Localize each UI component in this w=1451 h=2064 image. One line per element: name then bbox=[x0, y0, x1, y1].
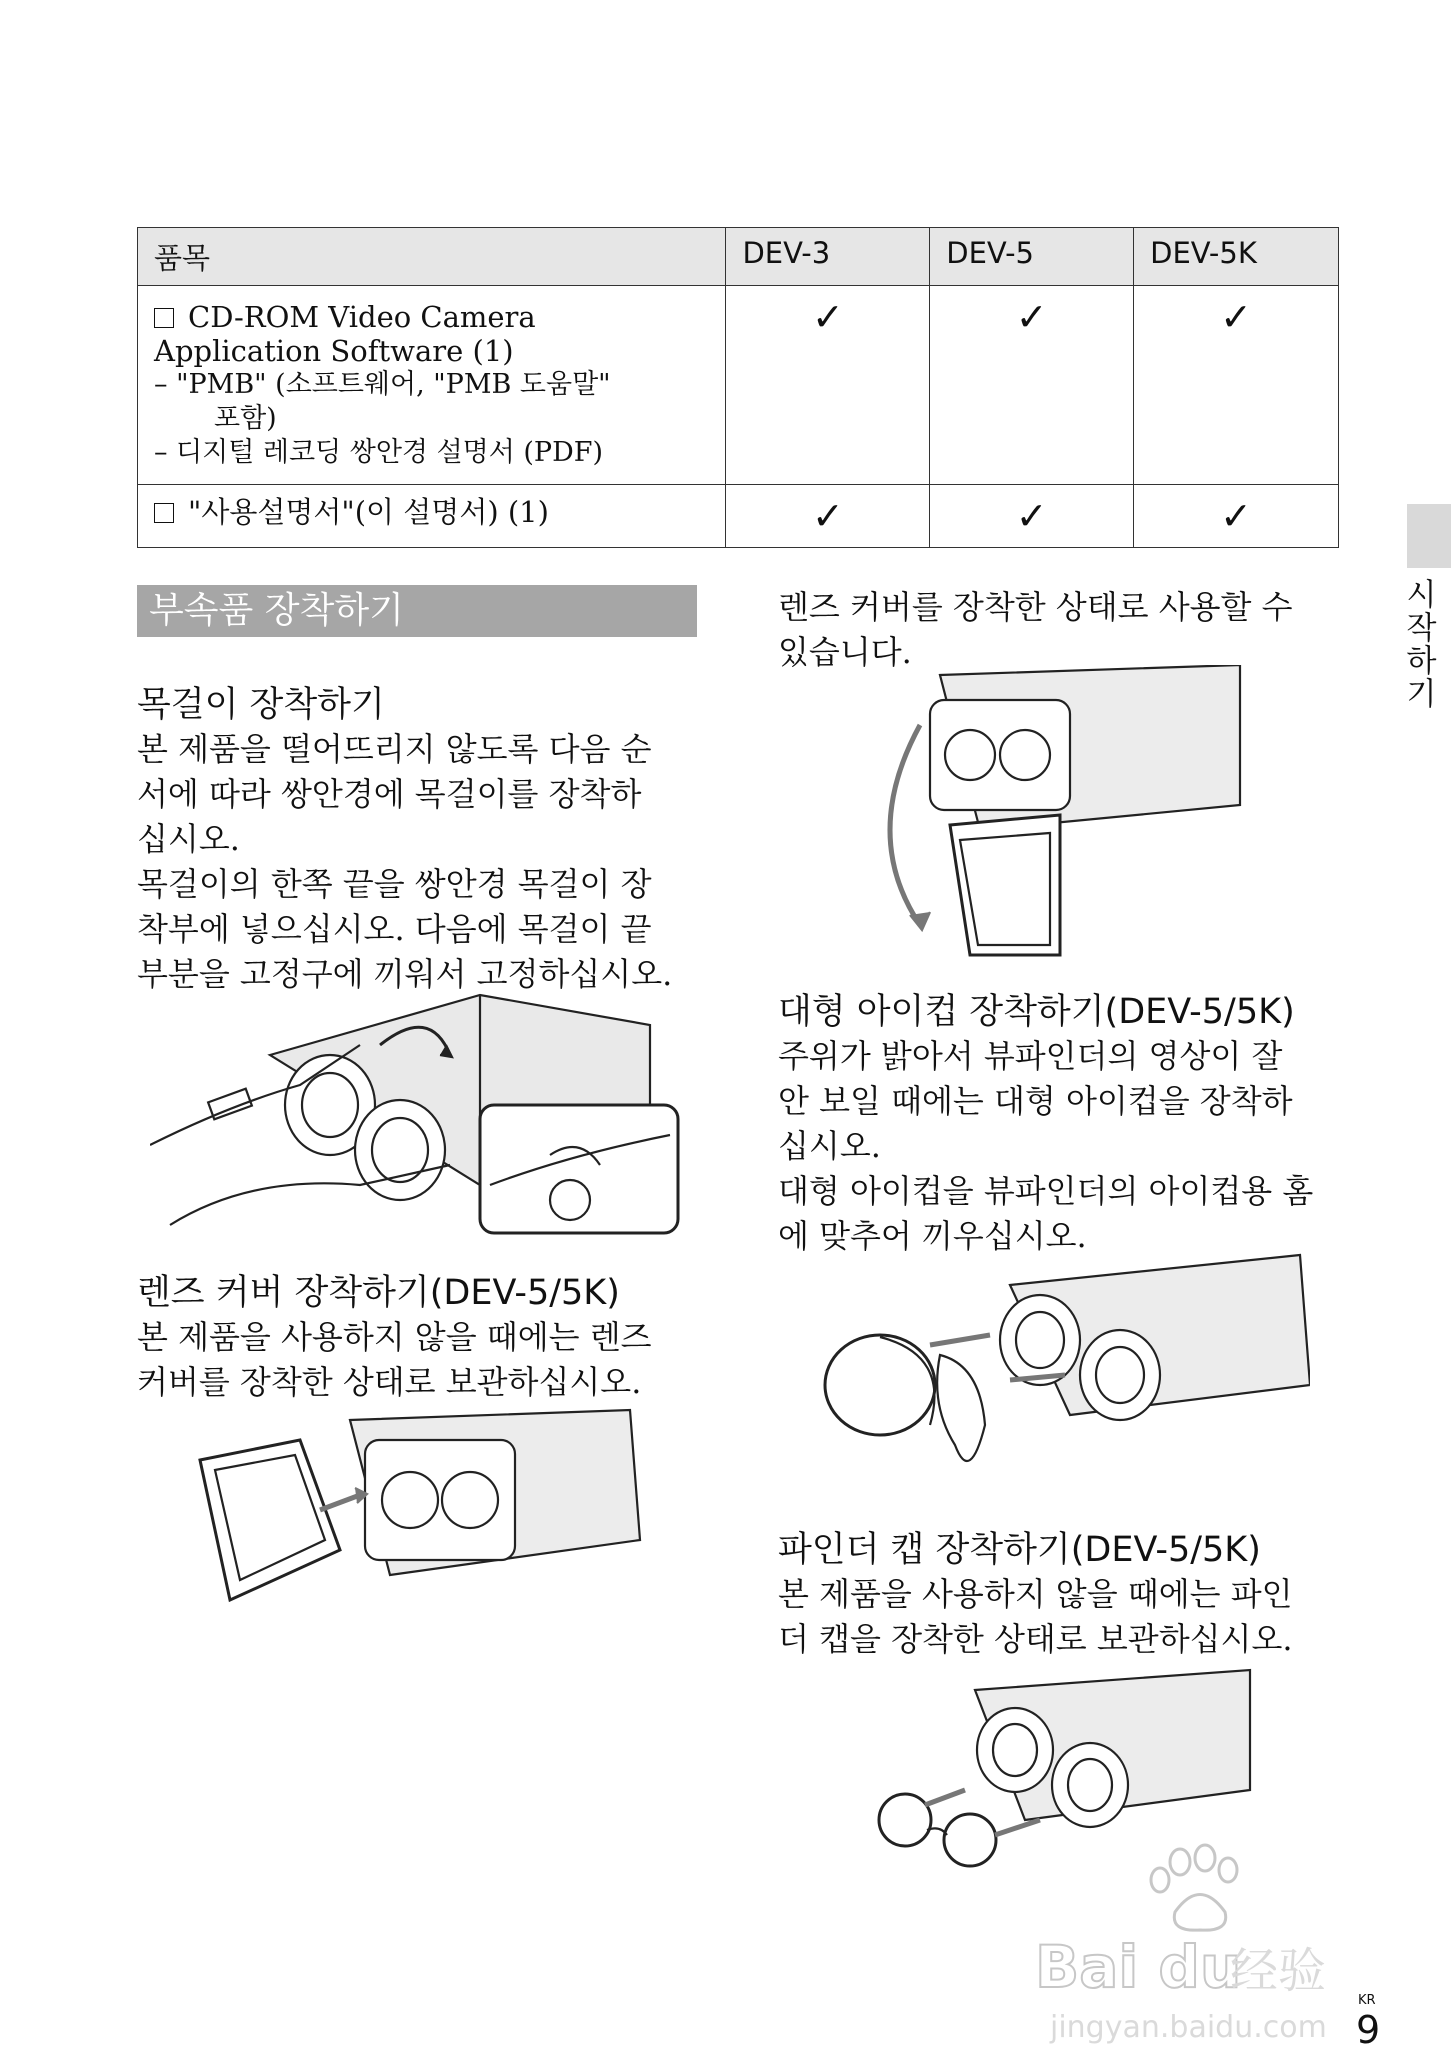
text-line: 목걸이의 한쪽 끝을 쌍안경 목걸이 장 bbox=[137, 865, 652, 903]
finder-cap-illustration bbox=[865, 1660, 1255, 1870]
item-name-cont: Application Software (1) bbox=[154, 334, 514, 368]
check-mark-icon: ✓ bbox=[930, 286, 1134, 485]
included-items-table bbox=[137, 227, 1339, 548]
check-mark-icon: ✓ bbox=[930, 485, 1134, 548]
text-line: 십시오. bbox=[137, 820, 240, 858]
checkbox-square-icon bbox=[154, 503, 174, 523]
text-line: 커버를 장착한 상태로 보관하십시오. bbox=[137, 1363, 642, 1401]
table-header-row bbox=[138, 228, 1339, 286]
check-mark-icon: ✓ bbox=[1134, 485, 1339, 548]
table-header-dev3: DEV-3 bbox=[726, 228, 930, 286]
table-cell-item bbox=[138, 286, 726, 485]
table-row bbox=[138, 485, 1339, 548]
text-line: 본 제품을 사용하지 않을 때에는 파인 bbox=[778, 1575, 1293, 1613]
strap-heading: 목걸이 장착하기 bbox=[137, 685, 385, 725]
text-line: 부분을 고정구에 끼워서 고정하십시오. bbox=[137, 955, 673, 993]
watermark-url: jingyan.baidu.com bbox=[1050, 2010, 1327, 2045]
lens-cover-instructions bbox=[137, 1315, 652, 1405]
item-subentry: – 디지털 레코딩 쌍안경 설명서 (PDF) bbox=[154, 437, 604, 468]
chapter-tab-marker bbox=[1407, 504, 1451, 568]
lens-cover-open-illustration bbox=[860, 665, 1250, 965]
table-header-item: 품목 bbox=[138, 228, 726, 286]
watermark-service: 经验 bbox=[1230, 1943, 1327, 1999]
text-line: 십시오. bbox=[778, 1127, 881, 1165]
text-line: 착부에 넣으십시오. 다음에 목걸이 끝 bbox=[137, 910, 652, 948]
text-line: 서에 따라 쌍안경에 목걸이를 장착하 bbox=[137, 775, 642, 813]
check-mark-icon: ✓ bbox=[1134, 286, 1339, 485]
page-number: 9 bbox=[1356, 2008, 1381, 2052]
text-line: 대형 아이컵을 뷰파인더의 아이컵용 홈 bbox=[778, 1172, 1314, 1210]
section-title: 부속품 장착하기 bbox=[137, 585, 697, 637]
table-header-dev5: DEV-5 bbox=[930, 228, 1134, 286]
checkbox-square-icon bbox=[154, 308, 174, 328]
text-line: 주위가 밝아서 뷰파인더의 영상이 잘 bbox=[778, 1037, 1283, 1075]
eyecup-heading: 대형 아이컵 장착하기(DEV-5/5K) bbox=[778, 992, 1295, 1032]
check-mark-icon: ✓ bbox=[726, 286, 930, 485]
paw-icon bbox=[1151, 1845, 1237, 1930]
item-subentry-cont: 포함) bbox=[214, 403, 277, 434]
strap-instructions bbox=[137, 727, 672, 997]
text-line: 더 캡을 장착한 상태로 보관하십시오. bbox=[778, 1620, 1293, 1658]
lens-cover-usage-note bbox=[778, 585, 1293, 675]
page-language-code: KR bbox=[1358, 1993, 1376, 2008]
text-line: 렌즈 커버를 장착한 상태로 사용할 수 bbox=[778, 588, 1293, 626]
text-line: 있습니다. bbox=[778, 633, 912, 671]
finder-cap-heading: 파인더 캡 장착하기(DEV-5/5K) bbox=[778, 1530, 1261, 1570]
item-name: CD-ROM Video Camera bbox=[188, 300, 536, 334]
watermark-brand: Bai du bbox=[1035, 1933, 1242, 2001]
text-line: 안 보일 때에는 대형 아이컵을 장착하 bbox=[778, 1082, 1293, 1120]
item-name: "사용설명서"(이 설명서) (1) bbox=[188, 495, 549, 529]
eyecup-instructions bbox=[778, 1034, 1313, 1259]
baidu-watermark bbox=[1030, 1842, 1360, 2052]
table-header-dev5k: DEV-5K bbox=[1134, 228, 1339, 286]
text-line: 에 맞추어 끼우십시오. bbox=[778, 1217, 1087, 1255]
lens-cover-illustration bbox=[190, 1400, 650, 1630]
strap-attachment-illustration bbox=[150, 985, 680, 1235]
finder-cap-instructions bbox=[778, 1572, 1293, 1662]
text-line: 본 제품을 사용하지 않을 때에는 렌즈 bbox=[137, 1318, 652, 1356]
table-cell-item bbox=[138, 485, 726, 548]
item-subentry: – "PMB" (소프트웨어, "PMB 도움말" bbox=[154, 369, 611, 400]
check-mark-icon: ✓ bbox=[726, 485, 930, 548]
chapter-tab-label: 시작하기 bbox=[1400, 578, 1436, 710]
table-row bbox=[138, 286, 1339, 485]
eyecup-illustration bbox=[810, 1245, 1310, 1495]
lens-cover-heading: 렌즈 커버 장착하기(DEV-5/5K) bbox=[137, 1273, 620, 1313]
text-line: 본 제품을 떨어뜨리지 않도록 다음 순 bbox=[137, 730, 652, 768]
